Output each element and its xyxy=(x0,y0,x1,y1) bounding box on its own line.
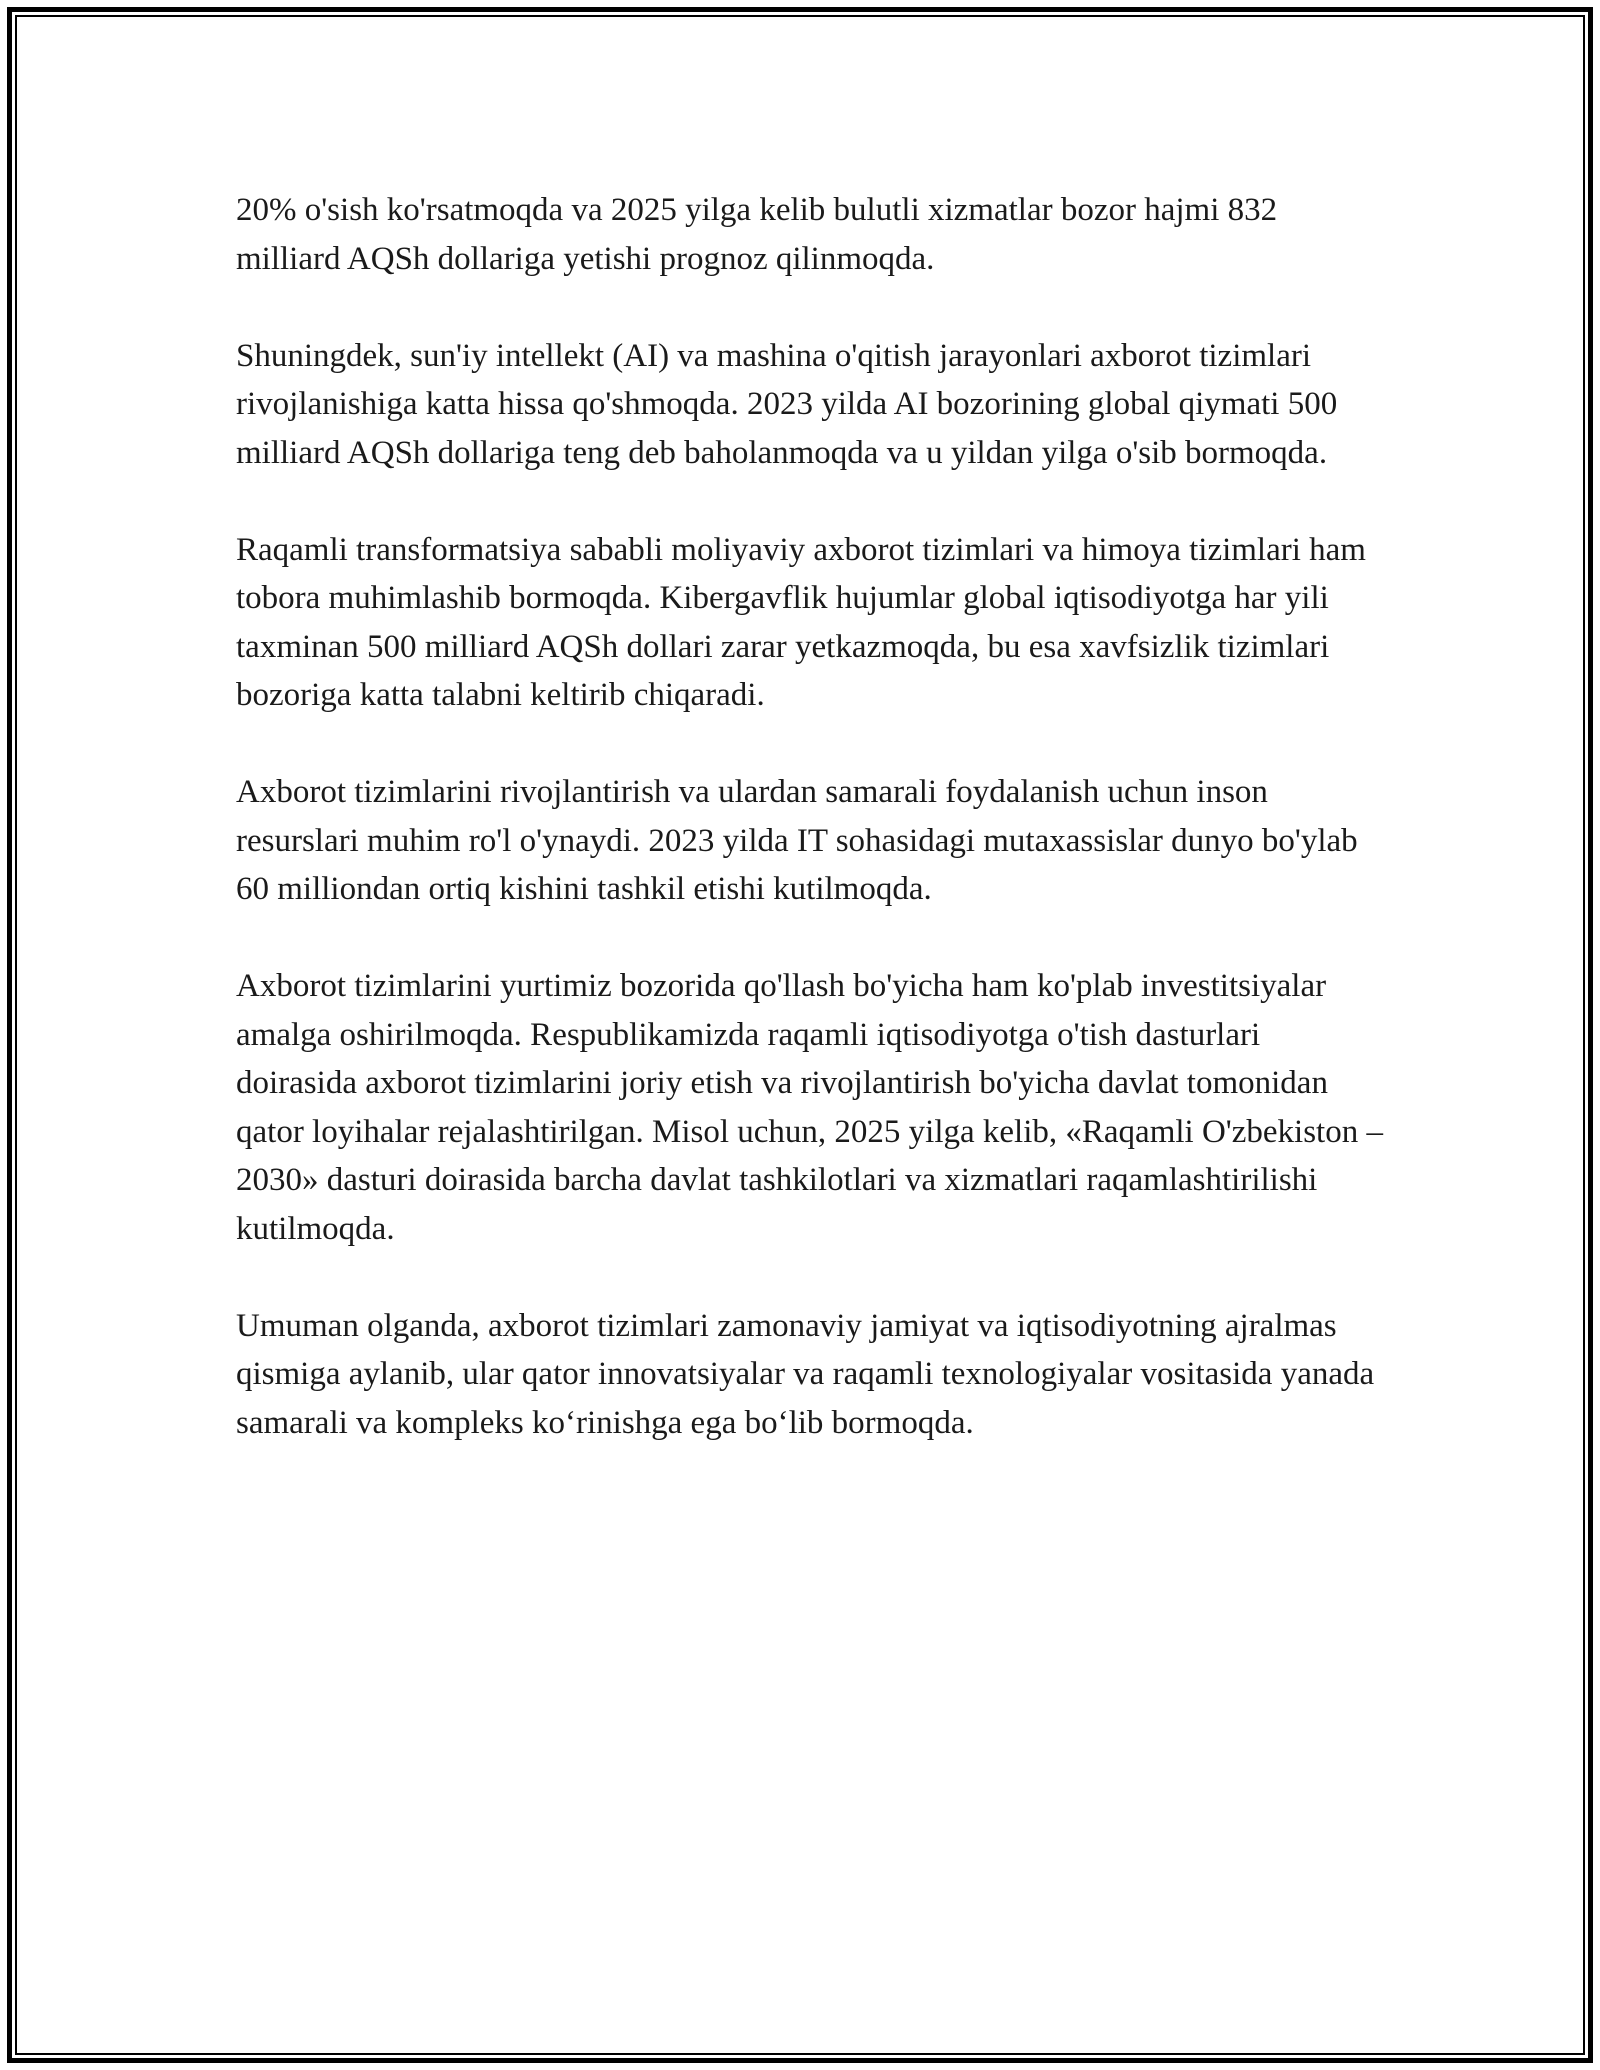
paragraph-cybersecurity: Raqamli transformatsiya sababli moliyaviy axborot tizimlari va himoya tizimlari ham tobora muhimlashib bormoqda. Kibergavflik hujumlar global iqtisodiyotga har yili taxminan 500 milliard AQSh dollari zarar yetkazmoqda, bu esa xavfsizlik tizimlari bozoriga katta talabni keltirib chiqaradi. xyxy=(236,531,1366,713)
document-body xyxy=(236,186,1386,1496)
paragraph-ai-market: Shuningdek, sun'iy intellekt (AI) va mashina o'qitish jarayonlari axborot tizimlari rivojlanishiga katta hissa qo'shmoqda. 2023 yilda AI bozorining global qiymati 500 milliard AQSh dollariga teng deb baholanmoqda va u yildan yilga o'sib bormoqda. xyxy=(236,337,1338,471)
paragraph-national-investment: Axborot tizimlarini yurtimiz bozorida qo'llash bo'yicha ham ko'plab investitsiyalar amalga oshirilmoqda. Respublikamizda raqamli iqtisodiyotga o'tish dasturlari doirasida axborot tizimlarini joriy etish va rivojlantirish bo'yicha davlat tomonidan qator loyihalar rejalashtirilgan. Misol uchun, 2025 yilga kelib, «Raqamli O'zbekiston – 2030» dasturi doirasida barcha davlat tashkilotlari va xizmatlari raqamlashtirilishi kutilmoqda. xyxy=(236,968,1383,1247)
paragraph-cloud-market: 20% o'sish ko'rsatmoqda va 2025 yilga kelib bulutli xizmatlar bozor hajmi 832 milliard AQSh dollariga yetishi prognoz qilinmoqda. xyxy=(236,192,1278,277)
paragraph-conclusion: Umuman olganda, axborot tizimlari zamonaviy jamiyat va iqtisodiyotning ajralmas qismiga aylanib, ular qator innovatsiyalar va raqamli texnologiyalar vositasida yanada samarali va kompleks ko‘rinishga ega bo‘lib bormoqda. xyxy=(236,1307,1375,1441)
paragraph-human-resources: Axborot tizimlarini rivojlantirish va ulardan samarali foydalanish uchun inson resurslari muhim ro'l o'ynaydi. 2023 yilda IT sohasidagi mutaxassislar dunyo bo'ylab 60 milliondan ortiq kishini tashkil etishi kutilmoqda. xyxy=(236,774,1358,907)
